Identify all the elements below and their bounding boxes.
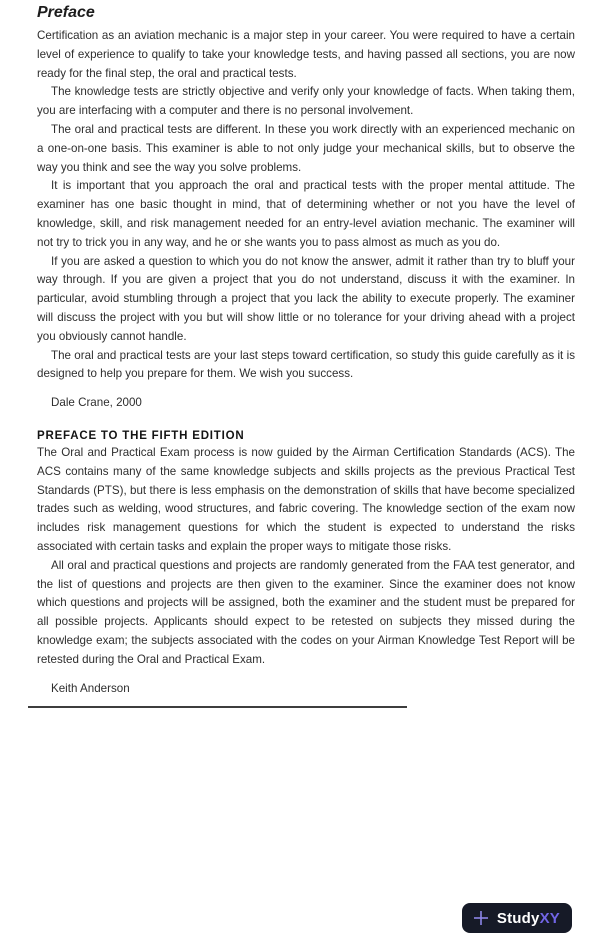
studyxy-brand-badge [462,903,572,933]
brand-name [497,910,560,927]
paragraph: It is important that you approach the oral and practical tests with the proper mental attitude. The examiner has one basic thought in mind, that of determining whether or not you have the level of knowledge, skill, and risk management needed for an entry-level aviation mechanic. The examiner will not try to trick you in any way, and he or she wants you to pass almost as much as you do. [37,179,575,249]
brand-name-accent: XY [539,909,560,927]
paragraph: If you are asked a question to which you do not know the answer, admit it rather than try to bluff your way through. If you are given a project that you do not understand, discuss it with the examiner. In particular, avoid stumbling through a project that you lack the ability to execute properly. The examiner will discuss the project with you but will show little or no tolerance for your driving ahead with a project you obviously cannot handle. [37,254,575,343]
paragraph: All oral and practical questions and projects are randomly generated from the FAA test generator, and the list of questions and projects are then given to the examiner. Since the examiner does not know which questions and projects will be assigned, both the examiner and the student must be prepared for all possible projects. Applicants should expect to be retested on subjects they missed during the knowledge exam; the subjects associated with the codes on your Airman Knowledge Test Report will be retested during the Oral and Practical Exam. [37,558,575,666]
document-content [37,4,575,708]
author-signature: Dale Crane, 2000 [51,396,142,410]
page-title: Preface [37,4,95,21]
plus-icon [472,909,490,927]
paragraph: The knowledge tests are strictly objective and verify only your knowledge of facts. When taking them, you are interfacing with a computer and there is no personal involvement. [37,85,575,118]
paragraph: Certification as an aviation mechanic is a major step in your career. You were required to have a certain level of experience to qualify to take your knowledge tests, and having passed all sections, you are now ready for the final step, the oral and practical tests. [37,29,575,80]
author-signature: Keith Anderson [51,681,130,695]
horizontal-rule [28,706,407,708]
paragraph: The oral and practical tests are your last steps toward certification, so study this guide carefully as it is designed to help you prepare for them. We wish you success. [37,348,575,381]
paragraph: The oral and practical tests are different. In these you work directly with an experienced mechanic on a one-on-one basis. This examiner is able to not only judge your mechanical skills, but to observe the way you think and see the way you solve problems. [37,122,575,174]
brand-name-primary: Study [496,909,540,927]
section-heading: PREFACE TO THE FIFTH EDITION [37,429,245,442]
paragraph: The Oral and Practical Exam process is now guided by the Airman Certification Standards (ACS). The ACS contains many of the same knowledge subjects and skills projects as the previous Practical Test Standards (PTS), but there is less emphasis on the demonstration of skills that have become specialized trades such as welding, wood structures, and fabric covering. The knowledge section of the exam now includes risk management questions for which the student is expected to understand the risks associated with certain tasks and explain the proper ways to mitigate those risks. [37,445,575,553]
